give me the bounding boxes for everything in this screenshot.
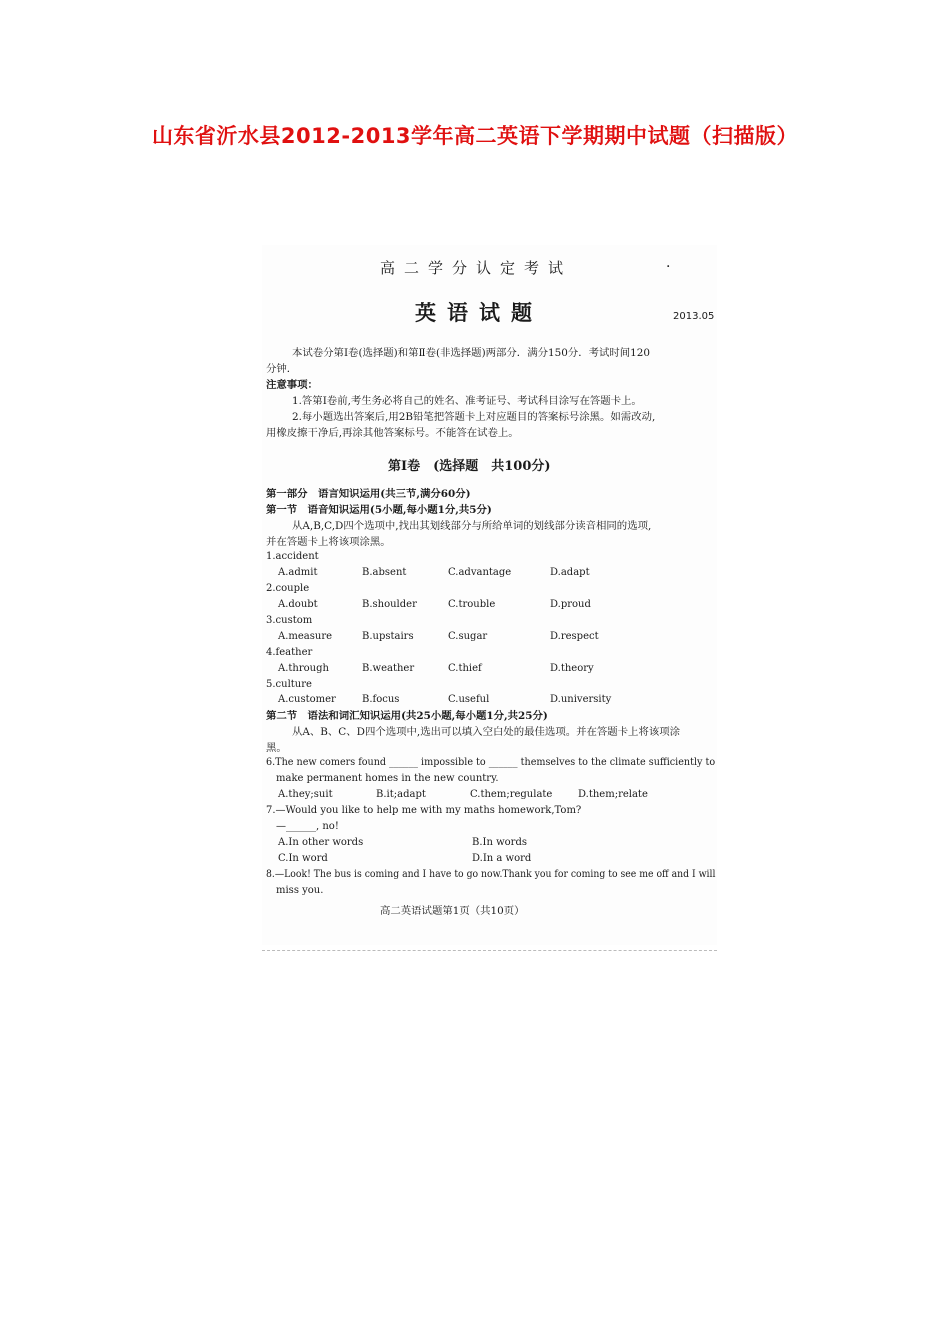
question-5-stem: 5.culture bbox=[266, 679, 312, 690]
question-6-line-1: 6.The new comers found ______ impossible to ______ themselves to the climate sufficiently to bbox=[266, 757, 716, 768]
document-title: 山东省沂水县2012-2013学年高二英语下学期期中试题（扫描版） bbox=[151, 124, 799, 148]
q1-option-a: A.admit bbox=[278, 567, 318, 578]
q6-option-d: D.them;relate bbox=[578, 789, 648, 800]
q5-option-b: B.focus bbox=[362, 694, 400, 705]
q2-option-c: C.trouble bbox=[448, 599, 496, 610]
question-8-line-1: 8.—Look! The bus is coming and I have to go now.Thank you for coming to see me off and I will bbox=[266, 869, 716, 880]
section-1-heading: 第一节 语音知识运用(5小题,每小题1分,共5分) bbox=[266, 504, 492, 516]
page-footer: 高二英语试题第1页（共10页） bbox=[380, 905, 525, 917]
q3-option-a: A.measure bbox=[278, 631, 333, 642]
question-4-stem: 4.feather bbox=[266, 647, 313, 658]
notice-2a: 2.每小题选出答案后,用2B铅笔把答题卡上对应题目的答案标号涂黑。如需改动, bbox=[292, 411, 656, 423]
volume-heading: 第Ⅰ卷 (选择题 共100分) bbox=[388, 459, 551, 474]
question-8-line-2: miss you. bbox=[276, 885, 324, 896]
exam-date: 2013.05 bbox=[673, 311, 715, 322]
subject-heading: 英语试题 bbox=[415, 300, 543, 325]
question-6-line-2: make permanent homes in the new country. bbox=[276, 773, 499, 784]
q2-option-a: A.doubt bbox=[278, 599, 318, 610]
q4-option-a: A.through bbox=[278, 663, 329, 674]
scan-dot: · bbox=[666, 259, 671, 275]
q3-option-c: C.sugar bbox=[448, 631, 488, 642]
section-2-instruction-2: 黑。 bbox=[266, 742, 287, 754]
scan-bottom-edge bbox=[262, 950, 717, 951]
question-2-stem: 2.couple bbox=[266, 583, 310, 594]
q7-option-c: C.In word bbox=[278, 853, 328, 864]
q4-option-b: B.weather bbox=[362, 663, 415, 674]
section-2-instruction-1: 从A、B、C、D四个选项中,选出可以填入空白处的最佳选项。并在答题卡上将该项涂 bbox=[292, 726, 681, 738]
section-1-instruction-2: 并在答题卡上将该项涂黑。 bbox=[266, 536, 391, 548]
q2-option-b: B.shoulder bbox=[362, 599, 417, 610]
q5-option-d: D.university bbox=[550, 694, 612, 705]
part-1-heading: 第一部分 语言知识运用(共三节,满分60分) bbox=[266, 488, 471, 500]
notice-1: 1.答第Ⅰ卷前,考生务必将自己的姓名、准考证号、考试科目涂写在答题卡上。 bbox=[292, 395, 642, 407]
question-7-line-1: 7.—Would you like to help me with my maths homework,Tom? bbox=[266, 805, 582, 816]
q1-option-c: C.advantage bbox=[448, 567, 512, 578]
q4-option-c: C.thief bbox=[448, 663, 482, 674]
q7-option-b: B.In words bbox=[472, 837, 527, 848]
scanned-exam-page bbox=[262, 245, 717, 945]
question-3-stem: 3.custom bbox=[266, 615, 313, 626]
q4-option-d: D.theory bbox=[550, 663, 594, 674]
question-1-stem: 1.accident bbox=[266, 551, 319, 562]
question-7-line-2: —______, no! bbox=[276, 821, 339, 832]
exam-heading: 高二学分认定考试 bbox=[380, 259, 573, 277]
q7-option-d: D.In a word bbox=[472, 853, 532, 864]
q3-option-b: B.upstairs bbox=[362, 631, 414, 642]
section-2-heading: 第二节 语法和词汇知识运用(共25小题,每小题1分,共25分) bbox=[266, 710, 548, 722]
q5-option-c: C.useful bbox=[448, 694, 490, 705]
q6-option-b: B.it;adapt bbox=[376, 789, 426, 800]
section-1-instruction-1: 从A,B,C,D四个选项中,找出其划线部分与所给单词的划线部分读音相同的选项, bbox=[292, 520, 652, 532]
q3-option-d: D.respect bbox=[550, 631, 599, 642]
intro-line-1: 本试卷分第Ⅰ卷(选择题)和第Ⅱ卷(非选择题)两部分．满分150分．考试时间120 bbox=[292, 347, 650, 359]
notice-2b: 用橡皮擦干净后,再涂其他答案标号。不能答在试卷上。 bbox=[266, 427, 519, 439]
intro-line-2: 分钟． bbox=[266, 363, 298, 375]
notice-title: 注意事项： bbox=[266, 379, 318, 391]
q6-option-c: C.them;regulate bbox=[470, 789, 553, 800]
q1-option-d: D.adapt bbox=[550, 567, 590, 578]
q5-option-a: A.customer bbox=[278, 694, 336, 705]
q7-option-a: A.In other words bbox=[278, 837, 364, 848]
q6-option-a: A.they;suit bbox=[278, 789, 333, 800]
q2-option-d: D.proud bbox=[550, 599, 591, 610]
q1-option-b: B.absent bbox=[362, 567, 407, 578]
